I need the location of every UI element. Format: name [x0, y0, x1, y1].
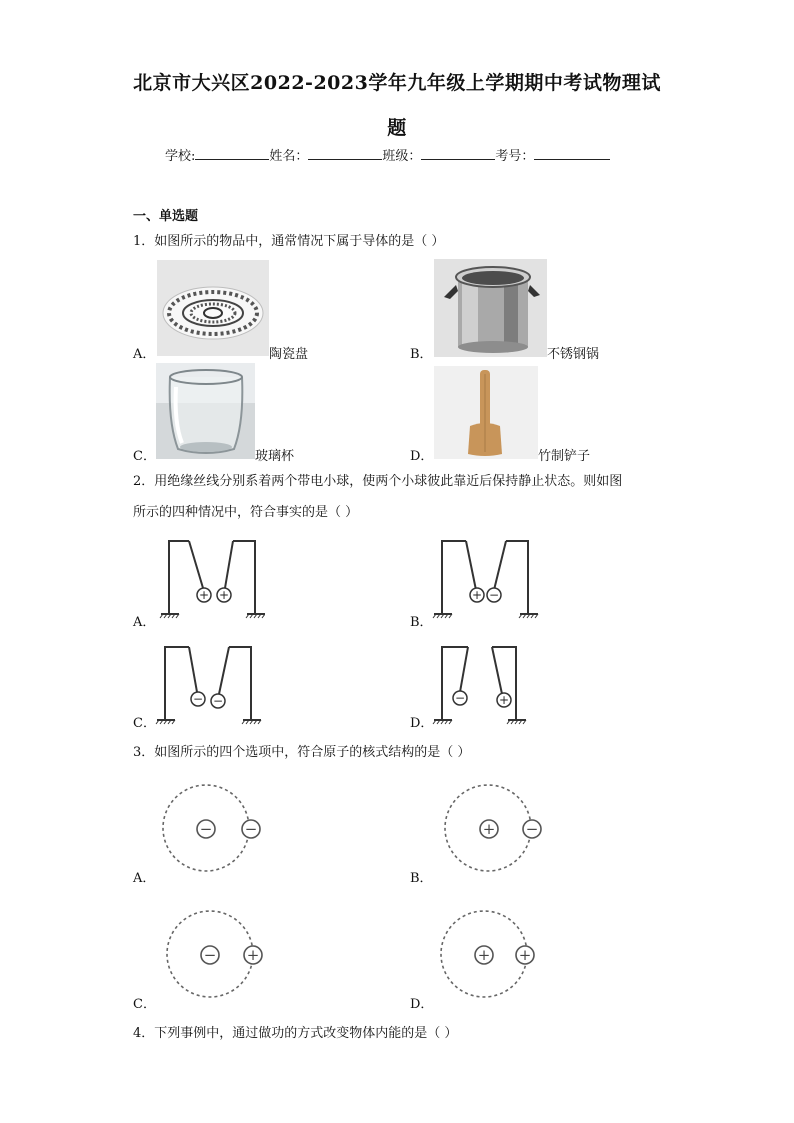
q1-option-a-caption: 陶瓷盘 — [269, 347, 309, 362]
school-label: 学校: — [165, 149, 196, 164]
q2-d-right-charge: + — [498, 693, 510, 707]
q2-option-a-diagram — [155, 538, 265, 620]
q3-c-nucleus-charge: − — [203, 946, 217, 964]
q2-b-right-charge: − — [488, 588, 500, 602]
q3-a-nucleus-charge: − — [199, 820, 213, 838]
q3-option-b-label[interactable]: B． — [410, 871, 433, 886]
q2-option-b-label[interactable]: B． — [410, 615, 433, 630]
q2-option-b-diagram — [432, 538, 542, 620]
q2-option-d-diagram — [432, 644, 542, 726]
class-label: 班级： — [382, 149, 422, 164]
q3-option-d-diagram — [436, 908, 546, 1000]
q1-option-b-caption: 不锈钢锅 — [547, 347, 600, 362]
name-label: 姓名： — [269, 149, 309, 164]
name-blank — [308, 146, 382, 160]
q3-c-electron-charge: + — [246, 946, 260, 964]
q3-b-nucleus-charge: + — [482, 820, 496, 838]
bamboo-spatula-icon — [434, 366, 538, 459]
q3-b-electron-charge: − — [525, 820, 539, 838]
q2-b-left-charge: + — [471, 588, 483, 602]
class-blank — [421, 146, 495, 160]
q1-option-c-caption: 玻璃杯 — [255, 449, 295, 464]
exam-no-blank — [534, 146, 610, 160]
q2-a-right-charge: + — [218, 588, 230, 602]
q2-option-c-label[interactable]: C． — [133, 716, 156, 731]
page-title: 北京市大兴区2022-2023学年九年级上学期期中考试物理试 — [133, 72, 661, 94]
q3-d-nucleus-charge: + — [477, 946, 491, 964]
q3-d-electron-charge: + — [518, 946, 532, 964]
question-3-stem: 3．如图所示的四个选项中，符合原子的核式结构的是（ ） — [133, 745, 471, 760]
q2-d-left-charge: − — [454, 691, 466, 705]
q1-option-c-label[interactable]: C． — [133, 449, 156, 464]
q2-option-d-label[interactable]: D． — [410, 716, 434, 731]
q3-option-c-diagram — [162, 908, 272, 1000]
q2-a-left-charge: + — [198, 588, 210, 602]
exam-no-label: 考号： — [495, 149, 535, 164]
student-info-row — [165, 145, 610, 164]
question-2-stem-line1: 2．用绝缘丝线分别系着两个带电小球，使两个小球彼此靠近后保持静止状态。则如图 — [133, 474, 623, 489]
q1-option-b-label[interactable]: B． — [410, 347, 433, 362]
q2-option-c-diagram — [155, 644, 265, 726]
q3-option-b-diagram — [440, 782, 550, 874]
q2-option-a-label[interactable]: A． — [133, 615, 156, 630]
ceramic-plate-icon — [157, 260, 269, 356]
question-1-stem: 1．如图所示的物品中，通常情况下属于导体的是（ ） — [133, 234, 445, 249]
glass-cup-icon — [156, 363, 255, 459]
q1-option-d-label[interactable]: D． — [410, 449, 434, 464]
q3-option-a-label[interactable]: A． — [133, 871, 156, 886]
section-heading: 一、单选题 — [133, 209, 199, 224]
question-2-stem-line2: 所示的四种情况中，符合事实的是（ ） — [133, 505, 359, 520]
q3-option-a-diagram — [158, 782, 268, 874]
q3-option-c-label[interactable]: C． — [133, 997, 156, 1012]
q1-option-d-caption: 竹制铲子 — [538, 449, 591, 464]
q3-a-electron-charge: − — [244, 820, 258, 838]
q2-c-right-charge: − — [212, 694, 224, 708]
q1-option-a-label[interactable]: A． — [133, 347, 156, 362]
q3-option-d-label[interactable]: D． — [410, 997, 434, 1012]
school-blank — [195, 146, 269, 160]
steel-pot-icon — [434, 259, 547, 357]
question-4-stem: 4．下列事例中，通过做功的方式改变物体内能的是（ ） — [133, 1026, 458, 1041]
page-title-cont: 题 — [387, 117, 407, 139]
q2-c-left-charge: − — [192, 692, 204, 706]
